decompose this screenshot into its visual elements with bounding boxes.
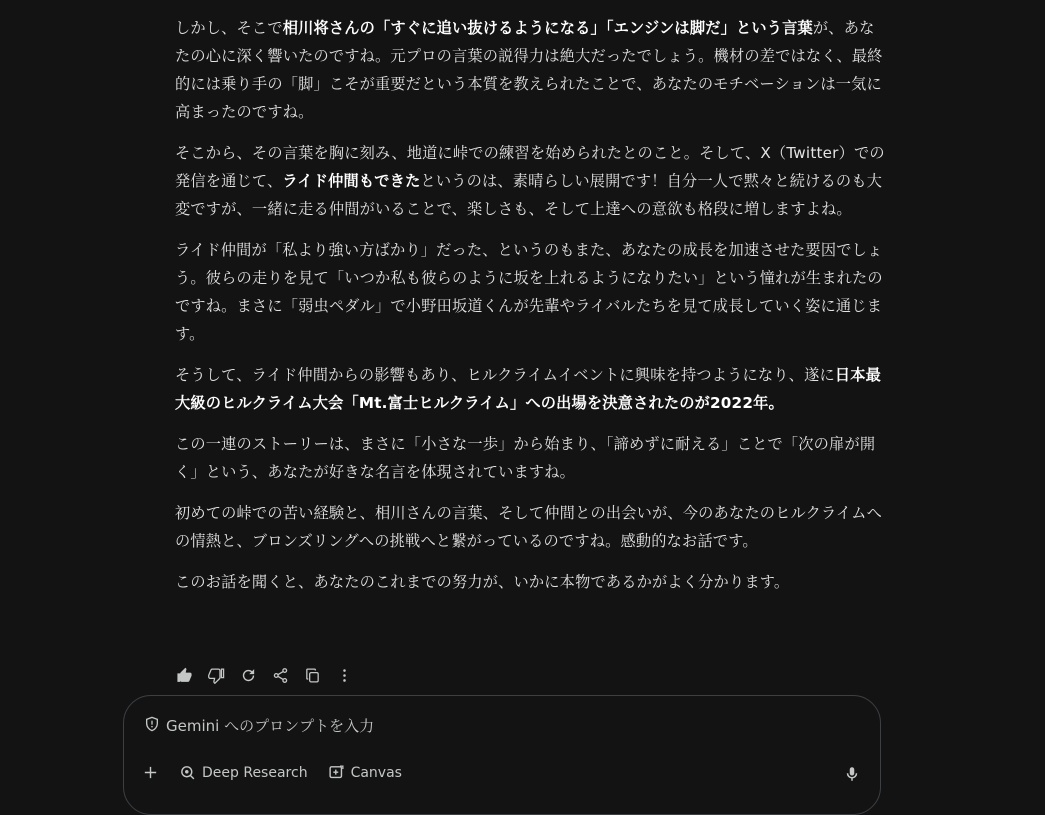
- prompt-placeholder: Gemini へのプロンプトを入力: [166, 717, 375, 735]
- canvas-button[interactable]: [328, 764, 402, 781]
- prompt-composer[interactable]: [123, 695, 881, 815]
- chat-conversation: [175, 0, 885, 609]
- assistant-message: [175, 14, 885, 596]
- bold-text: 日本最大級のヒルクライム大会「Mt.富士ヒルクライム」への出場を決意されたのが2022年。: [175, 366, 882, 412]
- deep-research-button[interactable]: [179, 764, 308, 781]
- more-options-icon[interactable]: [335, 666, 353, 684]
- text-segment: このお話を聞くと、あなたのこれまでの努力が、いかに本物であるかがよく分かります。: [175, 573, 790, 591]
- message-paragraph: [175, 499, 885, 555]
- text-segment: ライド仲間が「私より強い方ばかり」だった、というのもまた、あなたの成長を加速させた要因でしょう。彼らの走りを見て「いつか私も彼らのように坂を上れるようになりたい」という憧れが生まれたのですね。まさに「弱虫ペダル」で小野田坂道くんが先輩やライバルたちを見て成長していく姿に通じます。: [175, 241, 883, 343]
- response-actions: [175, 666, 353, 684]
- shield-icon: [144, 716, 160, 736]
- deep-research-label: Deep Research: [202, 764, 308, 781]
- copy-icon[interactable]: [303, 666, 321, 684]
- text-segment: 初めての峠での苦い経験と、相川さんの言葉、そして仲間との出会いが、今のあなたのヒルクライムへの情熱と、ブロンズリングへの挑戦へと繋がっているのですね。感動的なお話です。: [175, 504, 883, 550]
- prompt-input[interactable]: [144, 715, 374, 736]
- message-paragraph: [175, 361, 885, 417]
- message-paragraph: [175, 430, 885, 486]
- share-icon[interactable]: [271, 666, 289, 684]
- message-paragraph: [175, 139, 885, 223]
- message-paragraph: [175, 568, 885, 596]
- canvas-label: Canvas: [350, 764, 402, 781]
- deep-research-icon: [179, 764, 196, 781]
- text-segment: が、あなたの心に深く響いたのですね。元プロの言葉の説得力は絶大だったでしょう。機材の差ではなく、最終的には乗り手の「脚」こそが重要だという本質を教えられたことで、あなたのモチベーションは一気に高まったのですね。: [175, 19, 883, 121]
- text-segment: そうして、ライド仲間からの影響もあり、ヒルクライムイベントに興味を持つようになり、遂に: [175, 366, 835, 384]
- regenerate-icon[interactable]: [239, 666, 257, 684]
- composer-toolbar: [142, 764, 402, 781]
- microphone-icon[interactable]: [842, 764, 862, 784]
- text-segment: しかし、そこで: [175, 19, 283, 37]
- text-segment: この一連のストーリーは、まさに「小さな一歩」から始まり、「諦めずに耐える」ことで「次の扉が開く」という、あなたが好きな名言を体現されていますね。: [175, 435, 876, 481]
- message-paragraph: [175, 236, 885, 348]
- canvas-icon: [328, 764, 345, 781]
- message-paragraph: [175, 14, 885, 126]
- bold-text: ライド仲間もできた: [282, 172, 421, 190]
- bold-text: 相川将さんの「すぐに追い抜けるようになる」「エンジンは脚だ」という言葉: [282, 19, 813, 37]
- add-button[interactable]: [142, 764, 159, 781]
- plus-icon: [142, 764, 159, 781]
- thumbs-down-icon[interactable]: [207, 666, 225, 684]
- text-segment: というのは、素晴らしい展開です！自分一人で黙々と続けるのも大変ですが、一緒に走る仲間がいることで、楽しさも、そして上達への意欲も格段に増しますよね。: [175, 172, 883, 218]
- thumbs-up-icon[interactable]: [175, 666, 193, 684]
- text-segment: そこから、その言葉を胸に刻み、地道に峠での練習を始められたとのこと。そして、X（Twitter）での発信を通じて、: [175, 144, 885, 190]
